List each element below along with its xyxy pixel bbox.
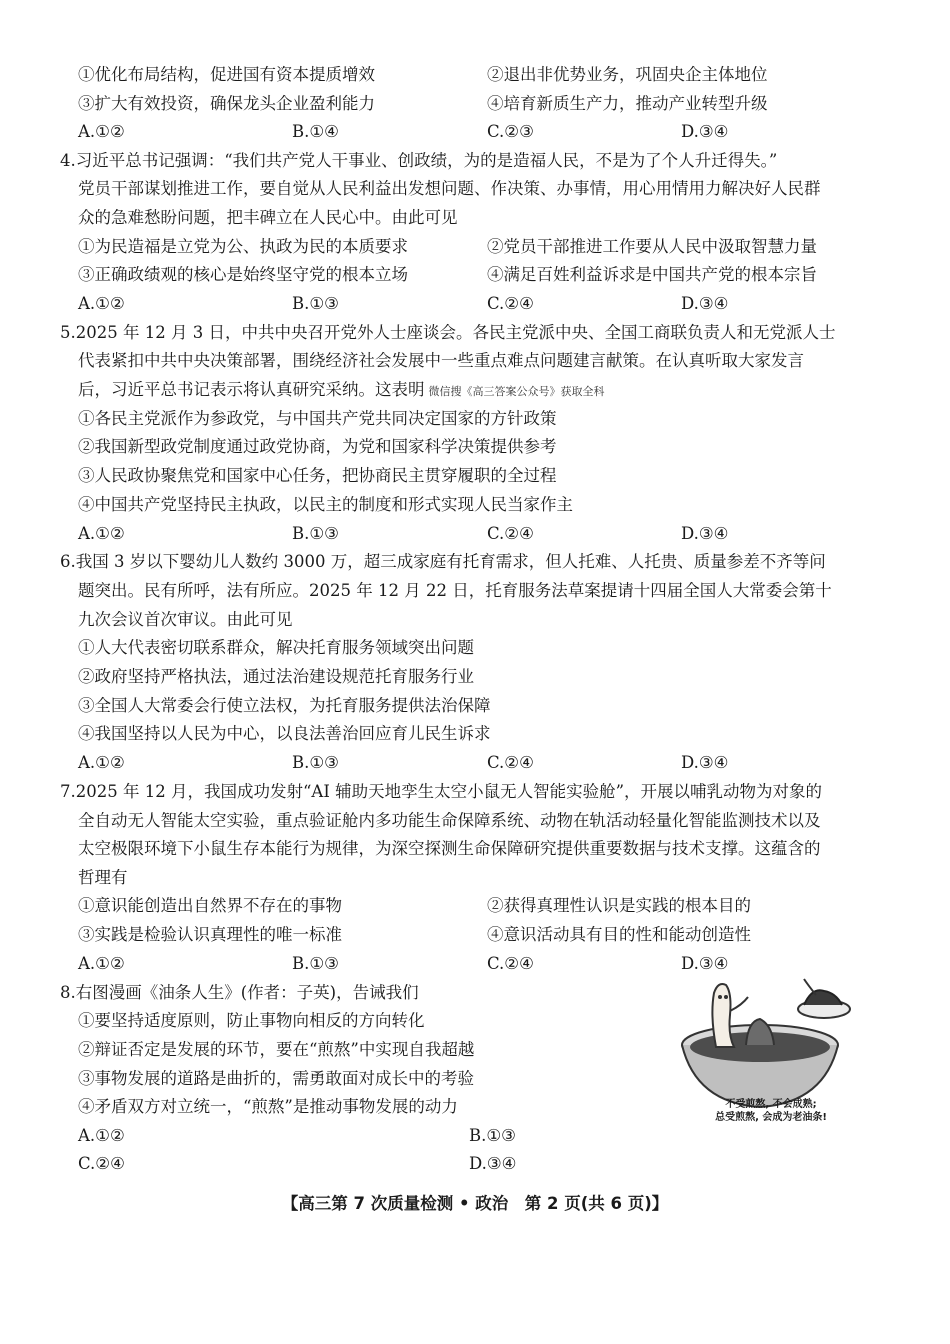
q5-answer-d: D.③④ bbox=[681, 524, 729, 543]
q3-option-3: ③扩大有效投资，确保龙头企业盈利能力 bbox=[78, 94, 375, 113]
q5-answer-c: C.②④ bbox=[487, 524, 534, 543]
q5-option-1: ①各民主党派作为参政党，与中国共产党共同决定国家的方针政策 bbox=[78, 409, 557, 428]
q7-option-4: ④意识活动具有目的性和能动创造性 bbox=[487, 925, 751, 944]
q6-stem-line-1: 6.我国 3 岁以下婴幼儿人数约 3000 万，超三成家庭有托育需求，但人托难、人托贵、质量参差不齐等问 bbox=[60, 552, 826, 571]
q4-option-1: ①为民造福是立党为公、执政为民的本质要求 bbox=[78, 237, 408, 256]
q7-answer-a: A.①② bbox=[78, 954, 125, 973]
q8-option-4: ④矛盾双方对立统一，“煎熬”是推动事物发展的动力 bbox=[78, 1097, 458, 1116]
q7-stem-line-1: 7.2025 年 12 月，我国成功发射“AI 辅助天地孪生太空小鼠无人智能实验舱”，开展以哺乳动物为对象的 bbox=[60, 782, 823, 801]
q6-option-4: ④我国坚持以人民为中心，以良法善治回应育儿民生诉求 bbox=[78, 724, 491, 743]
q7-stem-line-4: 哲理有 bbox=[78, 868, 128, 887]
q8-answer-d: D.③④ bbox=[469, 1154, 517, 1173]
frying-youtiao bbox=[746, 1019, 774, 1045]
q7-answer-d: D.③④ bbox=[681, 954, 729, 973]
q6-stem-line-3: 九次会议首次审议。由此可见 bbox=[78, 610, 293, 629]
q3-option-1: ①优化布局结构，促进国有资本提质增效 bbox=[78, 65, 375, 84]
q4-answer-b: B.①③ bbox=[292, 294, 339, 313]
q7-option-3: ③实践是检验认识真理性的唯一标准 bbox=[78, 925, 342, 944]
q6-answer-a: A.①② bbox=[78, 753, 125, 772]
q5-stem-line-1: 5.2025 年 12 月 3 日，中共中央召开党外人士座谈会。各民主党派中央、全国工商联负责人和无党派人士 bbox=[60, 323, 836, 342]
q6-answer-c: C.②④ bbox=[487, 753, 534, 772]
q8-answer-b: B.①③ bbox=[469, 1126, 516, 1145]
q4-option-3: ③正确政绩观的核心是始终坚守党的根本立场 bbox=[78, 265, 408, 284]
q6-answer-b: B.①③ bbox=[292, 753, 339, 772]
q3-answer-a: A.①② bbox=[78, 122, 125, 141]
q3-answer-d: D.③④ bbox=[681, 122, 729, 141]
q7-answer-c: C.②④ bbox=[487, 954, 534, 973]
q5-option-4: ④中国共产党坚持民主执政，以民主的制度和形式实现人民当家作主 bbox=[78, 495, 573, 514]
q7-answer-b: B.①③ bbox=[292, 954, 339, 973]
dough-eye-left bbox=[718, 995, 722, 999]
q6-stem-line-2: 题突出。民有所呼，法有所应。2025 年 12 月 22 日，托育服务法草案提请十四届全国人大常委会第十 bbox=[78, 581, 832, 600]
q4-answer-a: A.①② bbox=[78, 294, 125, 313]
q4-answer-d: D.③④ bbox=[681, 294, 729, 313]
dough-stick-arm bbox=[730, 997, 748, 1011]
q3-option-2: ②退出非优势业务，巩固央企主体地位 bbox=[487, 65, 768, 84]
q4-answer-c: C.②④ bbox=[487, 294, 534, 313]
q8-answer-a: A.①② bbox=[78, 1126, 125, 1145]
old-youtiao-arm bbox=[804, 979, 816, 995]
q6-option-3: ③全国人大常委会行使立法权，为托育服务提供法治保障 bbox=[78, 696, 491, 715]
q6-option-1: ①人大代表密切联系群众，解决托育服务领域突出问题 bbox=[78, 638, 474, 657]
old-youtiao bbox=[804, 990, 842, 1005]
q7-stem-line-2: 全自动无人智能太空实验，重点验证舱内多功能生命保障系统、动物在轨活动轻量化智能监测技术以及 bbox=[78, 811, 821, 830]
cartoon-caption-line-1: 不受煎熬, 不会成熟; bbox=[725, 1099, 817, 1110]
q5-answer-a: A.①② bbox=[78, 524, 125, 543]
q5-stem-line-2: 代表紧扣中共中央决策部署，围绕经济社会发展中一些重点难点问题建言献策。在认真听取大家发言 bbox=[78, 351, 804, 370]
cartoon-caption-line-2: 总受煎熬, 会成为老油条! bbox=[715, 1112, 827, 1123]
q6-option-2: ②政府坚持严格执法，通过法治建设规范托育服务行业 bbox=[78, 667, 474, 686]
q7-option-1: ①意识能创造出自然界不存在的事物 bbox=[78, 896, 342, 915]
q4-stem-line-1: 4.习近平总书记强调：“我们共产党人干事业、创政绩，为的是造福人民，不是为了个人升迁得失。” bbox=[60, 151, 778, 170]
q5-option-2: ②我国新型政党制度通过政党协商，为党和国家科学决策提供参考 bbox=[78, 437, 557, 456]
q3-answer-b: B.①④ bbox=[292, 122, 339, 141]
q4-stem-line-2: 党员干部谋划推进工作，要自觉从人民利益出发想问题、作决策、办事情，用心用情用力解决好人民群 bbox=[78, 179, 821, 198]
dough-eye-right bbox=[724, 995, 728, 999]
q8-answer-c: C.②④ bbox=[78, 1154, 125, 1173]
q4-stem-line-3: 众的急难愁盼问题，把丰碑立在人民心中。由此可见 bbox=[78, 208, 458, 227]
q3-answer-c: C.②③ bbox=[487, 122, 534, 141]
watermark-note: 微信搜《高三答案公众号》获取全科 bbox=[428, 385, 605, 398]
q7-option-2: ②获得真理性认识是实践的根本目的 bbox=[487, 896, 751, 915]
q8-stem-line-1: 8.右图漫画《油条人生》(作者：子英)，告诫我们 bbox=[60, 983, 419, 1002]
q8-option-3: ③事物发展的道路是曲折的，需勇敢面对成长中的考验 bbox=[78, 1069, 474, 1088]
dough-stick-body bbox=[712, 984, 734, 1047]
q5-option-3: ③人民政协聚焦党和国家中心任务，把协商民主贯穿履职的全过程 bbox=[78, 466, 557, 485]
q8-option-2: ②辩证否定是发展的环节，要在“煎熬”中实现自我超越 bbox=[78, 1040, 475, 1059]
q8-option-1: ①要坚持适度原则，防止事物向相反的方向转化 bbox=[78, 1011, 425, 1030]
q3-option-4: ④培育新质生产力，推动产业转型升级 bbox=[487, 94, 768, 113]
cartoon-caption bbox=[676, 1098, 866, 1124]
q4-option-4: ④满足百姓利益诉求是中国共产党的根本宗旨 bbox=[487, 265, 817, 284]
q5-stem-line-3 bbox=[78, 379, 605, 403]
page-footer: 【高三第 7 次质量检测 • 政治 第 2 页(共 6 页)】 bbox=[281, 1194, 669, 1213]
q4-option-2: ②党员干部推进工作要从人民中汲取智慧力量 bbox=[487, 237, 817, 256]
q5-stem-text: 后，习近平总书记表示将认真研究采纳。这表明 bbox=[78, 380, 425, 399]
q7-stem-line-3: 太空极限环境下小鼠生存本能行为规律，为深空探测生命保障研究提供重要数据与技术支撑。这蕴含的 bbox=[78, 839, 821, 858]
q5-answer-b: B.①③ bbox=[292, 524, 339, 543]
q6-answer-d: D.③④ bbox=[681, 753, 729, 772]
